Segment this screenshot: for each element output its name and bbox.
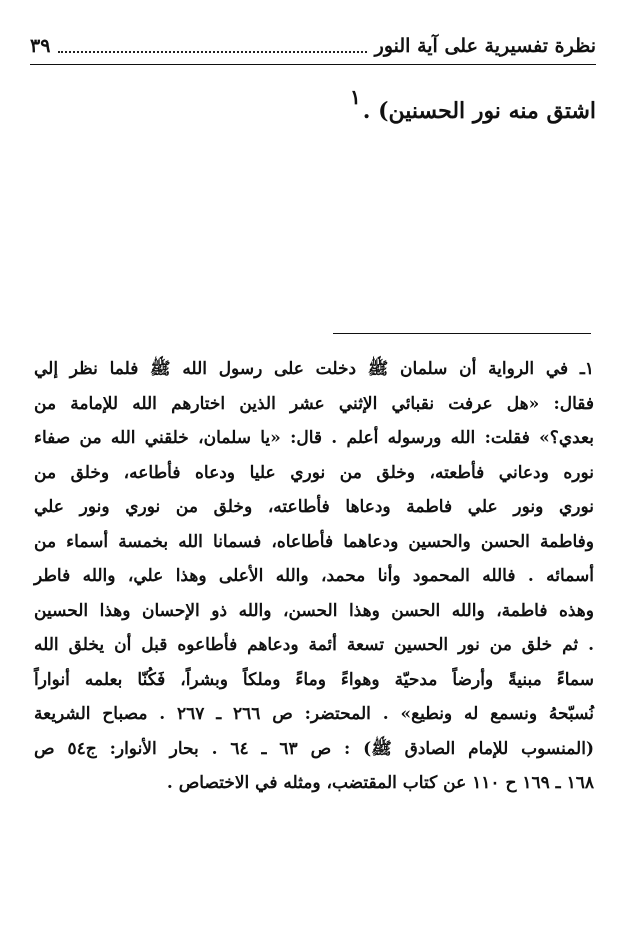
header-rule	[30, 64, 596, 65]
footnote-line: وهذه فاطمة، والله الحسن وهذا الحسن، والله ذو الإحسان وهذا الحسين	[34, 600, 594, 621]
footnote-line: ١ـ في الرواية أن سلمان ﷺ دخلت على رسول الله ﷺ فلما نظر إلي	[34, 359, 594, 379]
footnote-line: أسمائه . فالله المحمود وأنا محمد، والله الأعلى وهذا علي، والله فاطر	[34, 566, 594, 586]
footnote-reference: ١	[350, 85, 361, 109]
footnote-line: نوري ونور علي فاطمة ودعاها فأطاعته، وخلق من نوري ونور علي	[34, 497, 594, 517]
body-text-line	[350, 85, 596, 124]
footnote-line: سماءً مبنيةً وأرضاً مدحيّة وهواءً وماءً وملكاً وبشراً، فَكُنّا بعلمه أنواراً	[34, 669, 594, 690]
footnote	[34, 352, 594, 801]
running-header	[30, 28, 596, 64]
footnote-line: فقال: «هل عرفت نقبائي الإثني عشر الذين اختارهم الله للإمامة من	[34, 393, 594, 414]
body-text: اشتق منه نور الحسنين) .	[362, 98, 596, 124]
page-number: ٣٩	[30, 35, 51, 57]
footnote-line: . ثم خلق من نور الحسين تسعة أئمة ودعاهم فأطاعوه قبل أن يخلق الله	[34, 635, 594, 655]
footnote-line: ١٦٨ ـ ١٦٩ ح ١١٠ عن كتاب المقتضب، ومثله في الاختصاص .	[166, 773, 594, 793]
header-dot-leader	[58, 51, 366, 53]
footnote-line: (المنسوب للإمام الصادق ﷺ) : ص ٦٣ ـ ٦٤ . بحار الأنوار: ج٥٤ ص	[34, 738, 594, 759]
footnote-line: نُسبّحهُ ونسمع له ونطيع» . المحتضر: ص ٢٦٦ ـ ٢٦٧ . مصباح الشريعة	[34, 704, 594, 724]
footnote-line: وفاطمة الحسن والحسين ودعاهما فأطاعاه، فسمانا الله بخمسة أسماء من	[34, 531, 594, 552]
footnote-separator	[333, 333, 591, 334]
footnote-line: بعدي؟» فقلت: الله ورسوله أعلم . قال: «يا سلمان، خلقني الله من صفاء	[34, 428, 594, 448]
header-title: نظرة تفسيرية على آية النور	[374, 35, 596, 57]
footnote-line: نوره ودعاني فأطعته، وخلق من نوري عليا ودعاه فأطاعه، وخلق من	[34, 462, 594, 483]
